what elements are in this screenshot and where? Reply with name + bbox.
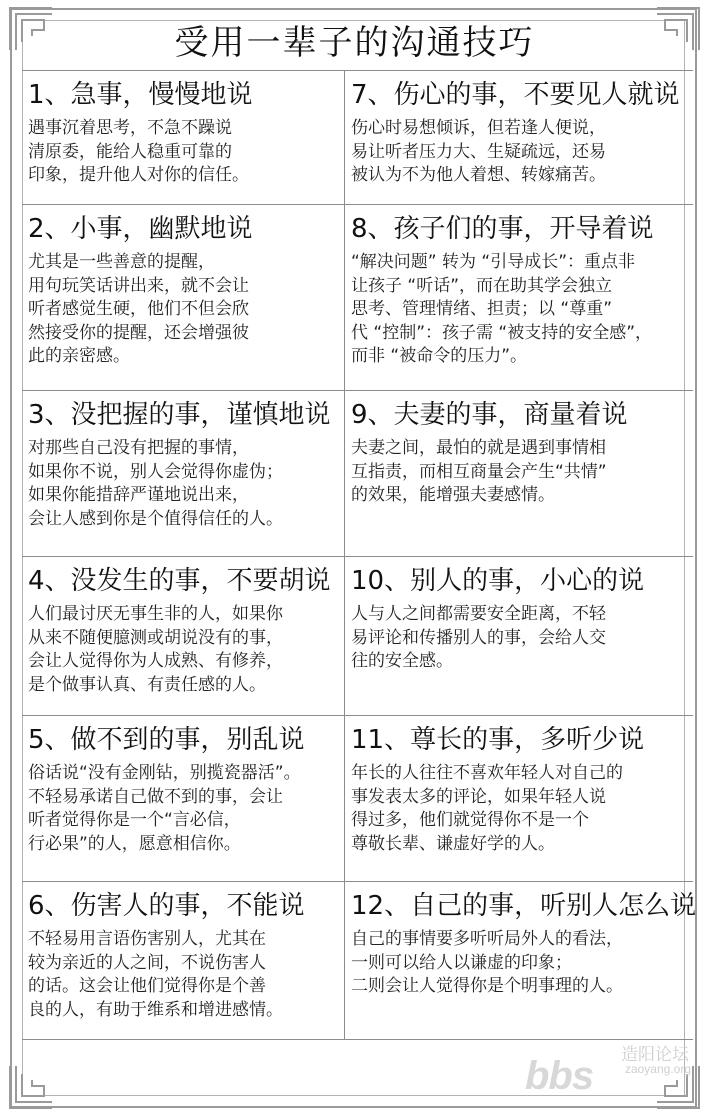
tip-heading: 3、没把握的事，谨慎地说 <box>28 400 331 430</box>
tip-line: 行必果”的人，愿意相信你。 <box>28 833 241 854</box>
corner-ornament-bottom-left <box>8 1064 54 1110</box>
tip-line: 易让听者压力大、生疑疏远，还易 <box>351 141 606 162</box>
tip-line: 用句玩笑话讲出来，就不会让 <box>28 275 249 296</box>
tip-line: 自己的事情要多听听局外人的看法， <box>351 929 623 949</box>
tip-heading: 6、伤害人的事，不能说 <box>28 891 305 921</box>
tip-text <box>28 437 340 531</box>
tip-line: 从来不随便臆测或胡说没有的事， <box>28 627 283 648</box>
tip-line: 二则会让人觉得你是个明事理的人。 <box>351 976 623 996</box>
tip-line: 的效果，能增强夫妻感情。 <box>351 485 555 505</box>
tip-line: 人与人之间都需要安全距离，不轻 <box>351 604 606 624</box>
tip-line: 互指责，而相互商量会产生“共情” <box>351 461 607 482</box>
tip-line: 如果你不说，别人会觉得你虚伪； <box>28 461 283 482</box>
tip-card-8 <box>345 205 693 391</box>
tip-line: 会让人觉得你为人成熟、有修养， <box>28 651 283 671</box>
tip-heading: 10、别人的事，小心的说 <box>351 566 645 596</box>
watermark-site: zaoyang.org <box>624 1062 691 1076</box>
tip-card-2 <box>22 205 345 391</box>
tip-card-1 <box>22 71 345 205</box>
tip-line: 不轻易用言语伤害别人，尤其在 <box>28 929 266 949</box>
tip-text <box>351 603 689 674</box>
tip-text <box>28 762 340 856</box>
tip-card-9 <box>345 391 693 557</box>
tip-line: 得过多，他们就觉得你不是一个 <box>351 810 589 830</box>
tip-line: 清原委，能给人稳重可靠的 <box>28 141 232 162</box>
tip-line: 年长的人往往不喜欢年轻人对自己的 <box>351 763 623 783</box>
tip-line: 听者感觉生硬，他们不但会欣 <box>28 299 249 319</box>
tip-line: “解决问题” 转为 “引导成长”：重点非 <box>351 252 636 272</box>
tip-heading: 7、伤心的事，不要见人就说 <box>351 80 680 110</box>
tip-line: 尊敬长辈、谦虚好学的人。 <box>351 833 555 854</box>
tip-text <box>351 251 689 369</box>
tip-heading: 8、孩子们的事，开导着说 <box>351 214 654 244</box>
tip-text <box>351 928 689 999</box>
tip-text <box>351 762 689 856</box>
tip-text <box>351 437 689 508</box>
watermark-name: 造阳论坛 <box>621 1045 689 1065</box>
tip-line: 的话。这会让他们觉得你是个善 <box>28 976 266 996</box>
tip-line: 然接受你的提醒，还会增强彼 <box>28 322 249 343</box>
tip-text <box>28 251 340 369</box>
tip-line: 会让人感到你是个值得信任的人。 <box>28 508 283 529</box>
tip-line: 俗话说“没有金刚钻，别揽瓷器活”。 <box>28 763 301 783</box>
tip-heading: 1、急事，慢慢地说 <box>28 80 253 110</box>
tip-line: 遇事沉着思考，不急不躁说 <box>28 118 232 138</box>
tip-heading: 9、夫妻的事，商量着说 <box>351 400 628 430</box>
tip-card-12 <box>345 882 697 1039</box>
tip-text <box>351 117 689 188</box>
tip-line: 听者觉得你是一个“言必信， <box>28 810 241 830</box>
tip-text <box>28 117 340 188</box>
tip-card-5 <box>22 716 345 882</box>
tip-line: 不轻易承诺自己做不到的事，会让 <box>28 786 283 807</box>
forum-watermark <box>525 1040 695 1100</box>
tip-card-7 <box>345 71 693 205</box>
tip-line: 代 “控制”：孩子需 “被支持的安全感”， <box>351 322 653 343</box>
tip-heading: 4、没发生的事，不要胡说 <box>28 566 331 596</box>
tip-card-4 <box>22 557 345 716</box>
tip-line: 印象，提升他人对你的信任。 <box>28 165 249 185</box>
tip-line: 人们最讨厌无事生非的人，如果你 <box>28 604 283 624</box>
tip-line: 一则可以给人以谦虚的印象； <box>351 952 572 973</box>
tip-line: 让孩子 “听话”，而在助其学会独立 <box>351 275 613 296</box>
tip-line: 易评论和传播别人的事，会给人交 <box>351 627 606 648</box>
tip-line: 事发表太多的评论，如果年轻人说 <box>351 786 606 807</box>
tip-card-10 <box>345 557 693 716</box>
watermark-logo: bbs <box>525 1054 594 1098</box>
tip-text <box>28 603 340 697</box>
tip-line: 良的人，有助于维系和增进感情。 <box>28 999 283 1020</box>
tip-line: 夫妻之间，最怕的就是遇到事情相 <box>351 438 606 458</box>
tip-line: 伤心时易想倾诉，但若逢人便说， <box>351 118 606 138</box>
tip-heading: 11、尊长的事，多听少说 <box>351 725 645 755</box>
tip-card-3 <box>22 391 345 557</box>
tip-text <box>28 928 340 1022</box>
tip-card-11 <box>345 716 693 882</box>
tip-line: 对那些自己没有把握的事情， <box>28 438 249 458</box>
tip-line: 往的安全感。 <box>351 651 453 671</box>
tips-grid <box>22 70 697 1040</box>
tip-card-6 <box>22 882 345 1039</box>
tip-line: 较为亲近的人之间，不说伤害人 <box>28 952 266 973</box>
tip-heading: 12、自己的事，听别人怎么说 <box>351 891 697 921</box>
tip-line: 如果你能措辞严谨地说出来， <box>28 485 249 505</box>
tip-heading: 5、做不到的事，别乱说 <box>28 725 305 755</box>
tip-line: 此的亲密感。 <box>28 346 130 366</box>
tip-heading: 2、小事，幽默地说 <box>28 214 253 244</box>
tip-line: 而非 “被命令的压力”。 <box>351 346 528 366</box>
tip-line: 被认为不为他人着想、转嫁痛苦。 <box>351 165 606 185</box>
tip-line: 尤其是一些善意的提醒， <box>28 252 215 272</box>
page-title: 受用一辈子的沟通技巧 <box>174 23 535 63</box>
tip-line: 是个做事认真、有责任感的人。 <box>28 674 266 695</box>
tip-line: 思考、管理情绪、担责；以 “尊重” <box>351 299 613 319</box>
